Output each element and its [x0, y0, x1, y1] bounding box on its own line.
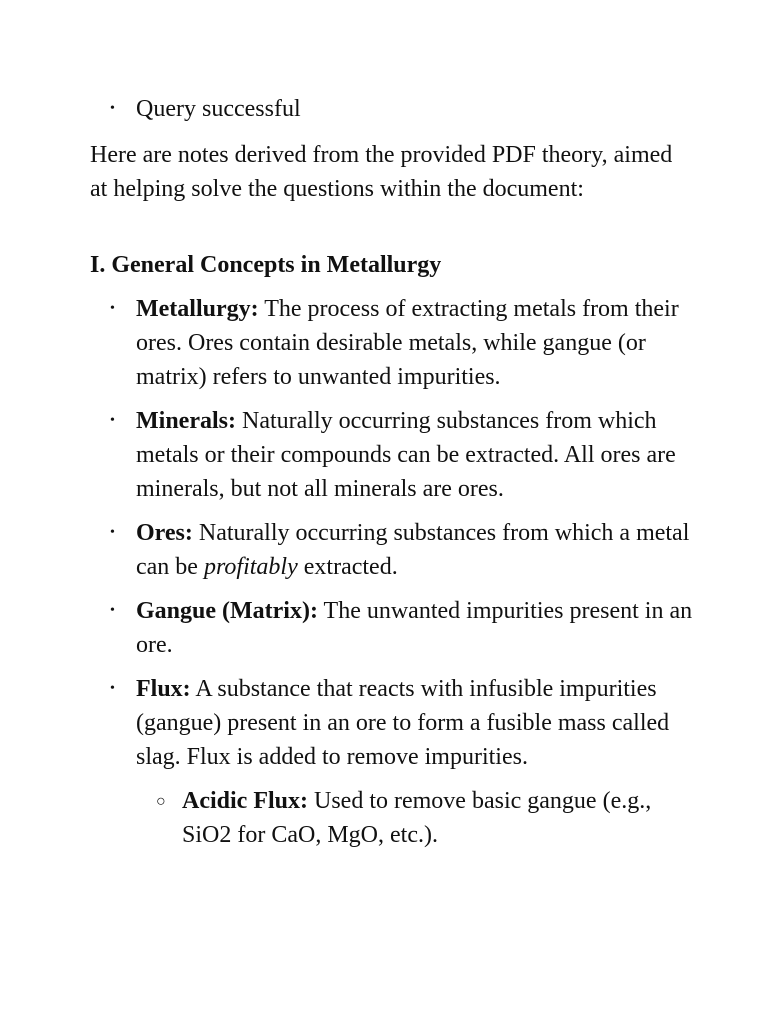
- status-list: [90, 92, 710, 126]
- term-definition: The unwanted impurities present in an ore.: [136, 598, 693, 658]
- sub-list-item-acidic-flux: [136, 784, 700, 852]
- bullet-icon: •: [110, 681, 115, 696]
- bullet-icon: •: [110, 301, 115, 316]
- bullet-icon: •: [110, 603, 115, 618]
- term-definition: Naturally occurring substances from which metals or their compounds can be extracted. All ores are minerals, but not all minerals are ores.: [136, 408, 676, 502]
- term-label: Metallurgy:: [136, 296, 259, 322]
- circle-bullet-icon: ○: [156, 793, 166, 810]
- term-label: Ores:: [136, 520, 193, 546]
- term-definition-start: Naturally occurring substances from which a metal can be: [136, 520, 690, 580]
- term-label: Minerals:: [136, 408, 236, 434]
- list-item-ores: [90, 516, 700, 584]
- bullet-icon: •: [110, 413, 115, 428]
- section-heading: I. General Concepts in Metallurgy: [90, 252, 442, 278]
- bullet-icon: •: [110, 525, 115, 540]
- concepts-list: [90, 292, 700, 862]
- term-label: Gangue (Matrix):: [136, 598, 318, 624]
- term-definition-end: extracted.: [297, 554, 398, 580]
- flux-sublist: [136, 784, 700, 852]
- status-text: Query successful: [136, 96, 301, 122]
- status-item: [90, 92, 710, 126]
- emphasis-text: profitably: [203, 554, 298, 580]
- list-item-flux: [90, 672, 700, 852]
- list-item-minerals: [90, 404, 700, 506]
- term-label: Flux:: [136, 676, 191, 702]
- list-item-gangue: [90, 594, 700, 662]
- term-definition: Used to remove basic gangue (e.g., SiO2 for CaO, MgO, etc.).: [182, 788, 652, 848]
- intro-paragraph: Here are notes derived from the provided PDF theory, aimed at helping solve the questions within the document:: [90, 142, 673, 202]
- term-definition: A substance that reacts with infusible impurities (gangue) present in an ore to form a fusible mass called slag. Flux is added to remove impurities.: [136, 676, 670, 770]
- list-item-metallurgy: [90, 292, 700, 394]
- bullet-icon: •: [110, 101, 115, 116]
- term-definition: The process of extracting metals from their ores. Ores contain desirable metals, while gangue (or matrix) refers to unwanted impurities.: [136, 296, 679, 390]
- term-label: Acidic Flux:: [182, 788, 308, 814]
